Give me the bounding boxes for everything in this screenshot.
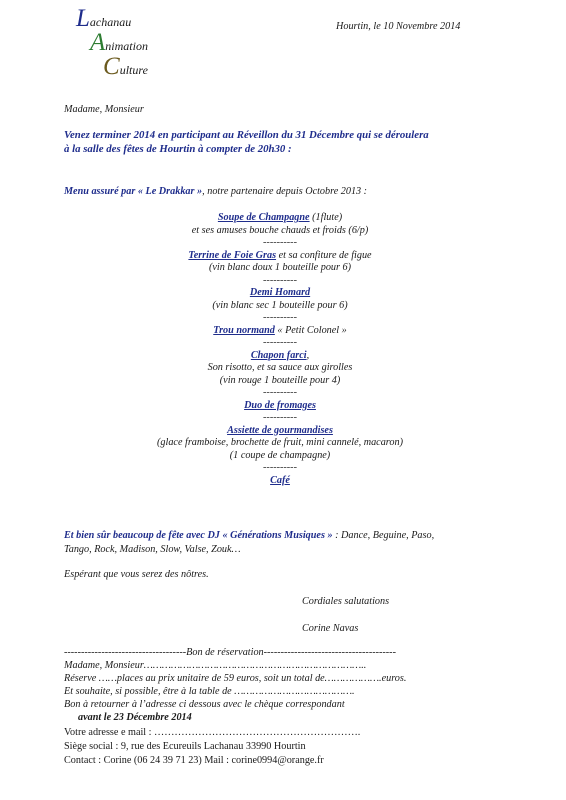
menu-course-trou-normand: Trou normand « Petit Colonel » (213, 324, 347, 336)
party-dances: : Dance, Beguine, Paso, (332, 530, 435, 541)
menu-course-gourmandises-drink: (1 coupe de champagne) (229, 449, 331, 461)
menu-intro (64, 186, 367, 197)
menu-course-chapon-wine: (vin rouge 1 bouteille pour 4) (219, 374, 341, 386)
signature: Corine Navas (302, 623, 359, 634)
menu-separator: ---------- (263, 387, 297, 398)
logo-word-animation: nimation (105, 39, 148, 53)
reservation-deadline: avant le 23 Décembre 2014 (78, 712, 192, 723)
reservation-email-line: Votre adresse e mail : ……………………………………………………. (64, 727, 361, 738)
logo-initial-l: L (76, 5, 90, 32)
reservation-return-line: Bon à retourner à l’adresse ci dessous avec le chèque correspondant (64, 699, 345, 710)
party-dj: Et bien sûr beaucoup de fête avec DJ « Générations Musiques » (64, 530, 333, 541)
intro-line-1: Venez terminer 2014 en participant au Réveillon du 31 Décembre qui se déroulera (64, 129, 429, 141)
logo-line-culture (103, 54, 148, 79)
siege-social: Siège social : 9, rue des Ecureuils Lachanau 33990 Hourtin (64, 741, 306, 752)
reservation-header: ------------------------------------Bon de réservation--------------------------------------- (64, 647, 396, 658)
logo-word-culture: ulture (119, 63, 148, 77)
menu-course-soupe: Soupe de Champagne (1flute) (217, 212, 343, 223)
party-line-2: Tango, Rock, Madison, Slow, Valse, Zouk… (64, 544, 241, 555)
logo-line-lachanau (76, 6, 131, 31)
logo-initial-c: C (103, 53, 120, 80)
menu-course-homard: Demi Homard (249, 287, 311, 298)
menu-separator: ---------- (263, 274, 297, 286)
menu-course-fromages: Duo de fromages (244, 399, 316, 411)
date-line: Hourtin, le 10 Novembre 2014 (336, 21, 461, 32)
menu-course-gourmandises-detail: (glace framboise, brochette de fruit, mini cannelé, macaron) (157, 437, 403, 448)
logo-initial-a: A (90, 29, 106, 56)
party-line-1 (64, 530, 434, 541)
hope-line: Espérant que vous serez des nôtres. (64, 569, 209, 580)
closing-line: Cordiales salutations (302, 596, 390, 607)
menu-intro-rest: , notre partenaire depuis Octobre 2013 : (202, 186, 368, 197)
menu-course-terrine: Terrine de Foie Gras et sa confiture de figue (188, 249, 372, 261)
menu-separator: ---------- (263, 337, 297, 348)
logo-word-lachanau: achanau (89, 15, 132, 29)
logo-line-animation (90, 30, 148, 55)
intro-line-2: à la salle des fêtes de Hourtin à compter de 20h30 : (64, 143, 292, 155)
reservation-table-line: Et souhaite, si possible, être à la table de …………………………………. (64, 686, 355, 697)
menu-separator: ---------- (263, 462, 297, 473)
menu-separator: ---------- (263, 412, 297, 423)
reservation-places-line: Réserve ……places au prix unitaire de 59 euros, soit un total de……………….euros. (64, 673, 407, 684)
menu-course-cafe: Café (270, 474, 290, 486)
menu-course-homard-detail: (vin blanc sec 1 bouteille pour 6) (212, 299, 348, 311)
menu-course-chapon: Chapon farci, (250, 349, 310, 361)
contact-line: Contact : Corine (06 24 39 71 23) Mail : corine0994@orange.fr (64, 755, 324, 766)
menu-course-terrine-detail: (vin blanc doux 1 bouteille pour 6) (208, 262, 352, 273)
menu-course-gourmandises: Assiette de gourmandises (227, 424, 333, 436)
menu-separator: ---------- (263, 312, 297, 323)
menu-course-soupe-detail: et ses amuses bouche chauds et froids (6/p) (191, 224, 369, 236)
menu-course-chapon-detail: Son risotto, et sa sauce aux girolles (207, 362, 353, 373)
salutation: Madame, Monsieur (64, 104, 144, 115)
menu-separator: ---------- (263, 237, 297, 248)
menu-list (80, 212, 480, 487)
menu-intro-caterer: Menu assuré par « Le Drakkar » (64, 186, 203, 197)
reservation-name-line: Madame, Monsieur……………………………………………………………….. (64, 660, 367, 671)
